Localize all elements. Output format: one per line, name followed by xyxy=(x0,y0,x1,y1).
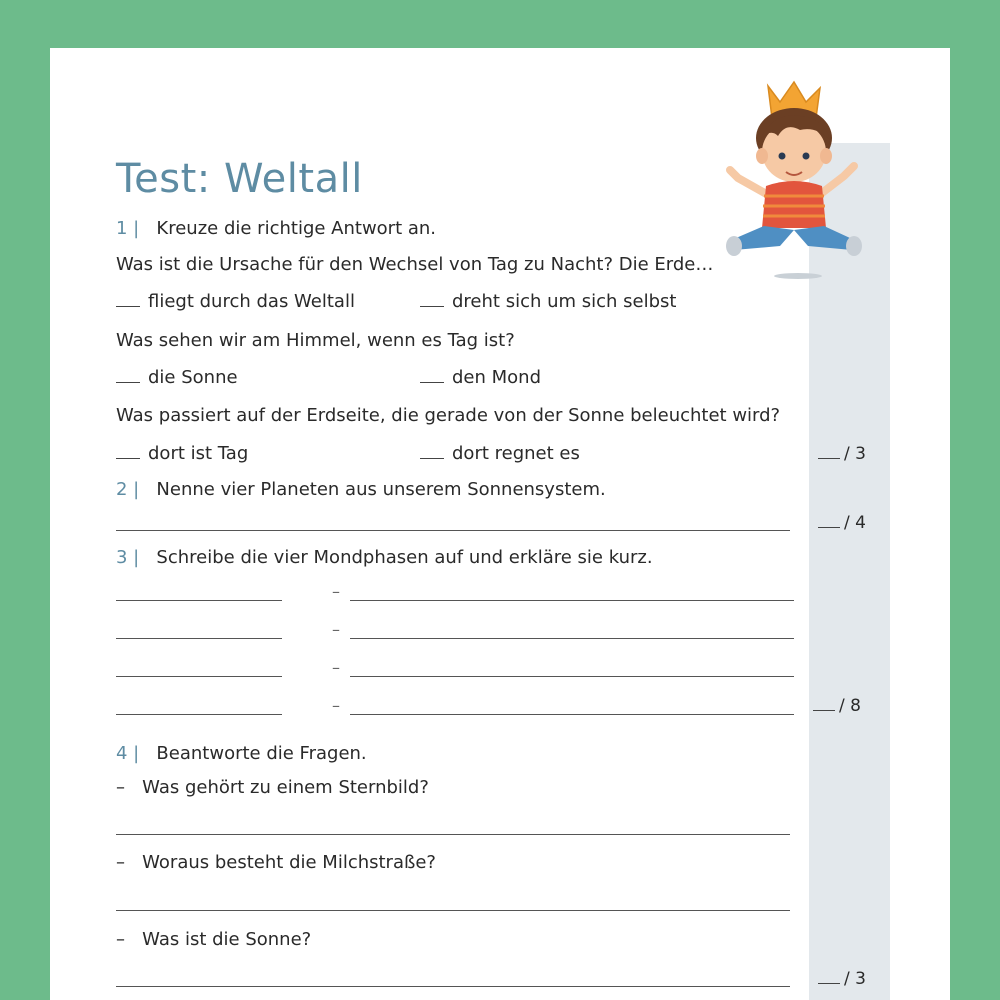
q1-option-2b[interactable] xyxy=(420,367,541,389)
q4-answer-line-3[interactable] xyxy=(116,986,790,987)
answer-blank[interactable] xyxy=(420,368,444,383)
q2-heading xyxy=(116,479,606,501)
boy-with-crown-illustration xyxy=(720,78,862,283)
q2-answer-line[interactable] xyxy=(116,530,790,531)
moon-phase-name-line[interactable] xyxy=(116,638,282,639)
separator-dash: – xyxy=(332,620,340,639)
q1-option-1a[interactable] xyxy=(116,291,355,313)
q2-score[interactable] xyxy=(818,513,866,533)
score-blank[interactable] xyxy=(818,444,840,459)
bullet-dash: – xyxy=(116,852,125,873)
q1-option-1b[interactable] xyxy=(420,291,676,313)
q3-heading xyxy=(116,547,653,569)
moon-phase-explanation-line[interactable] xyxy=(350,600,794,601)
score-blank[interactable] xyxy=(813,696,835,711)
q4-question-1 xyxy=(116,777,429,799)
page-title: Test: Weltall xyxy=(116,156,363,202)
q4-answer-line-1[interactable] xyxy=(116,834,790,835)
moon-phase-explanation-line[interactable] xyxy=(350,714,794,715)
separator-dash: – xyxy=(332,696,340,715)
answer-blank[interactable] xyxy=(116,444,140,459)
q3-instruction: Schreibe die vier Mondphasen auf und erkläre sie kurz. xyxy=(156,547,653,568)
question-text: Woraus besteht die Milchstraße? xyxy=(142,852,436,873)
q4-question-3 xyxy=(116,929,311,951)
separator-dash: – xyxy=(332,658,340,677)
q3-score[interactable] xyxy=(813,696,861,716)
option-label: dort ist Tag xyxy=(148,443,249,464)
answer-blank[interactable] xyxy=(420,292,444,307)
answer-blank[interactable] xyxy=(116,292,140,307)
q1-option-3b[interactable] xyxy=(420,443,580,465)
q1-instruction: Kreuze die richtige Antwort an. xyxy=(156,218,437,239)
score-max: / 8 xyxy=(839,696,861,716)
option-label: dreht sich um sich selbst xyxy=(452,291,677,312)
q3-number: 3 | xyxy=(116,547,140,568)
q1-heading xyxy=(116,218,436,240)
option-label: den Mond xyxy=(452,367,542,388)
option-label: fliegt durch das Weltall xyxy=(148,291,355,312)
q2-number: 2 | xyxy=(116,479,140,500)
score-blank[interactable] xyxy=(818,513,840,528)
moon-phase-explanation-line[interactable] xyxy=(350,676,794,677)
q1-question-1: Was ist die Ursache für den Wechsel von Tag zu Nacht? Die Erde… xyxy=(116,254,714,275)
option-label: dort regnet es xyxy=(452,443,580,464)
score-max: / 4 xyxy=(844,513,866,533)
moon-phase-name-line[interactable] xyxy=(116,676,282,677)
q1-option-2a[interactable] xyxy=(116,367,238,389)
q4-heading xyxy=(116,743,367,765)
bullet-dash: – xyxy=(116,929,125,950)
score-max: / 3 xyxy=(844,444,866,464)
q4-score[interactable] xyxy=(818,969,866,989)
q1-score[interactable] xyxy=(818,444,866,464)
moon-phase-name-line[interactable] xyxy=(116,600,282,601)
question-text: Was gehört zu einem Sternbild? xyxy=(142,777,429,798)
score-max: / 3 xyxy=(844,969,866,989)
q4-instruction: Beantworte die Fragen. xyxy=(156,743,367,764)
q1-question-3: Was passiert auf der Erdseite, die gerade von der Sonne beleuchtet wird? xyxy=(116,405,781,426)
q4-number: 4 | xyxy=(116,743,140,764)
q4-question-2 xyxy=(116,852,436,874)
moon-phase-explanation-line[interactable] xyxy=(350,638,794,639)
q2-instruction: Nenne vier Planeten aus unserem Sonnensystem. xyxy=(156,479,606,500)
question-text: Was ist die Sonne? xyxy=(142,929,312,950)
bullet-dash: – xyxy=(116,777,125,798)
q1-option-3a[interactable] xyxy=(116,443,248,465)
separator-dash: – xyxy=(332,582,340,601)
option-label: die Sonne xyxy=(148,367,238,388)
q1-number: 1 | xyxy=(116,218,140,239)
q1-question-2: Was sehen wir am Himmel, wenn es Tag ist? xyxy=(116,330,515,351)
q4-answer-line-2[interactable] xyxy=(116,910,790,911)
answer-blank[interactable] xyxy=(116,368,140,383)
score-blank[interactable] xyxy=(818,969,840,984)
answer-blank[interactable] xyxy=(420,444,444,459)
moon-phase-name-line[interactable] xyxy=(116,714,282,715)
